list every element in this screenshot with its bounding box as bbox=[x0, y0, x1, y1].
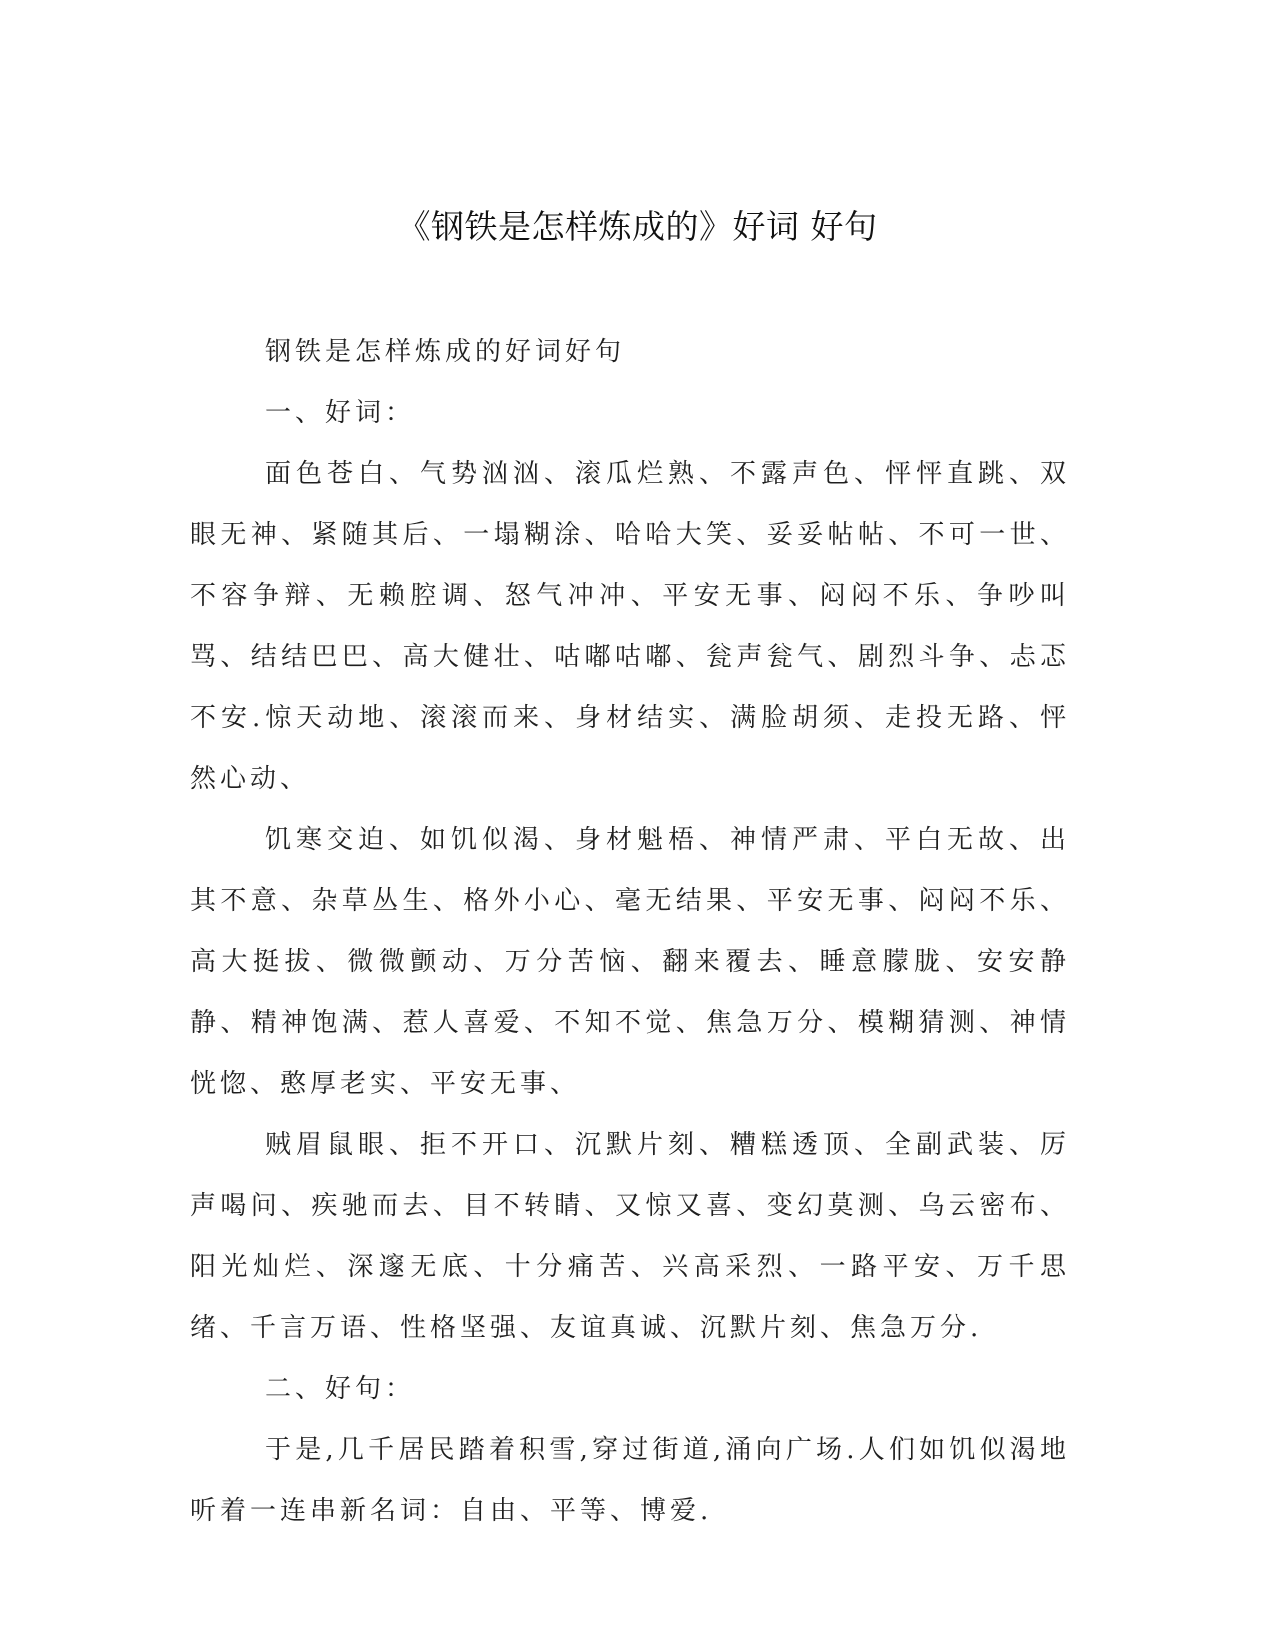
subtitle-paragraph: 钢铁是怎样炼成的好词好句 bbox=[265, 337, 626, 367]
section-heading-good-sentences: 二、好句： bbox=[265, 1374, 416, 1404]
section-heading-good-words: 一、好词： bbox=[265, 398, 416, 428]
good-words-paragraph-1: 面色苍白、气势汹汹、滚瓜烂熟、不露声色、怦怦直跳、双眼无神、紧随其后、一塌糊涂、哈哈大笑、妥妥帖帖、不可一世、不容争辩、无赖腔调、怒气冲冲、平安无事、闷闷不乐、争吵叫骂、结结巴巴、高大健壮、咕嘟咕嘟、瓮声瓮气、剧烈斗争、忐忑不安.惊天动地、滚滚而来、身材结实、满脸胡须、走投无路、怦然心动、 bbox=[190, 459, 1070, 794]
good-words-paragraph-2: 饥寒交迫、如饥似渴、身材魁梧、神情严肃、平白无故、出其不意、杂草丛生、格外小心、毫无结果、平安无事、闷闷不乐、高大挺拔、微微颤动、万分苦恼、翻来覆去、睡意朦胧、安安静静、精神饱满、惹人喜爱、不知不觉、焦急万分、模糊猜测、神情恍惚、憨厚老实、平安无事、 bbox=[190, 825, 1070, 1099]
good-sentence-paragraph-1: 于是,几千居民踏着积雪,穿过街道,涌向广场.人们如饥似渴地听着一连串新名词：自由、平等、博爱. bbox=[190, 1435, 1070, 1526]
document-body bbox=[190, 322, 1070, 1542]
document-title: 《钢铁是怎样炼成的》好词 好句 bbox=[397, 207, 878, 246]
good-words-paragraph-3: 贼眉鼠眼、拒不开口、沉默片刻、糟糕透顶、全副武装、厉声喝问、疾驰而去、目不转睛、又惊又喜、变幻莫测、乌云密布、阳光灿烂、深邃无底、十分痛苦、兴高采烈、一路平安、万千思绪、千言万语、性格坚强、友谊真诚、沉默片刻、焦急万分. bbox=[190, 1130, 1070, 1343]
